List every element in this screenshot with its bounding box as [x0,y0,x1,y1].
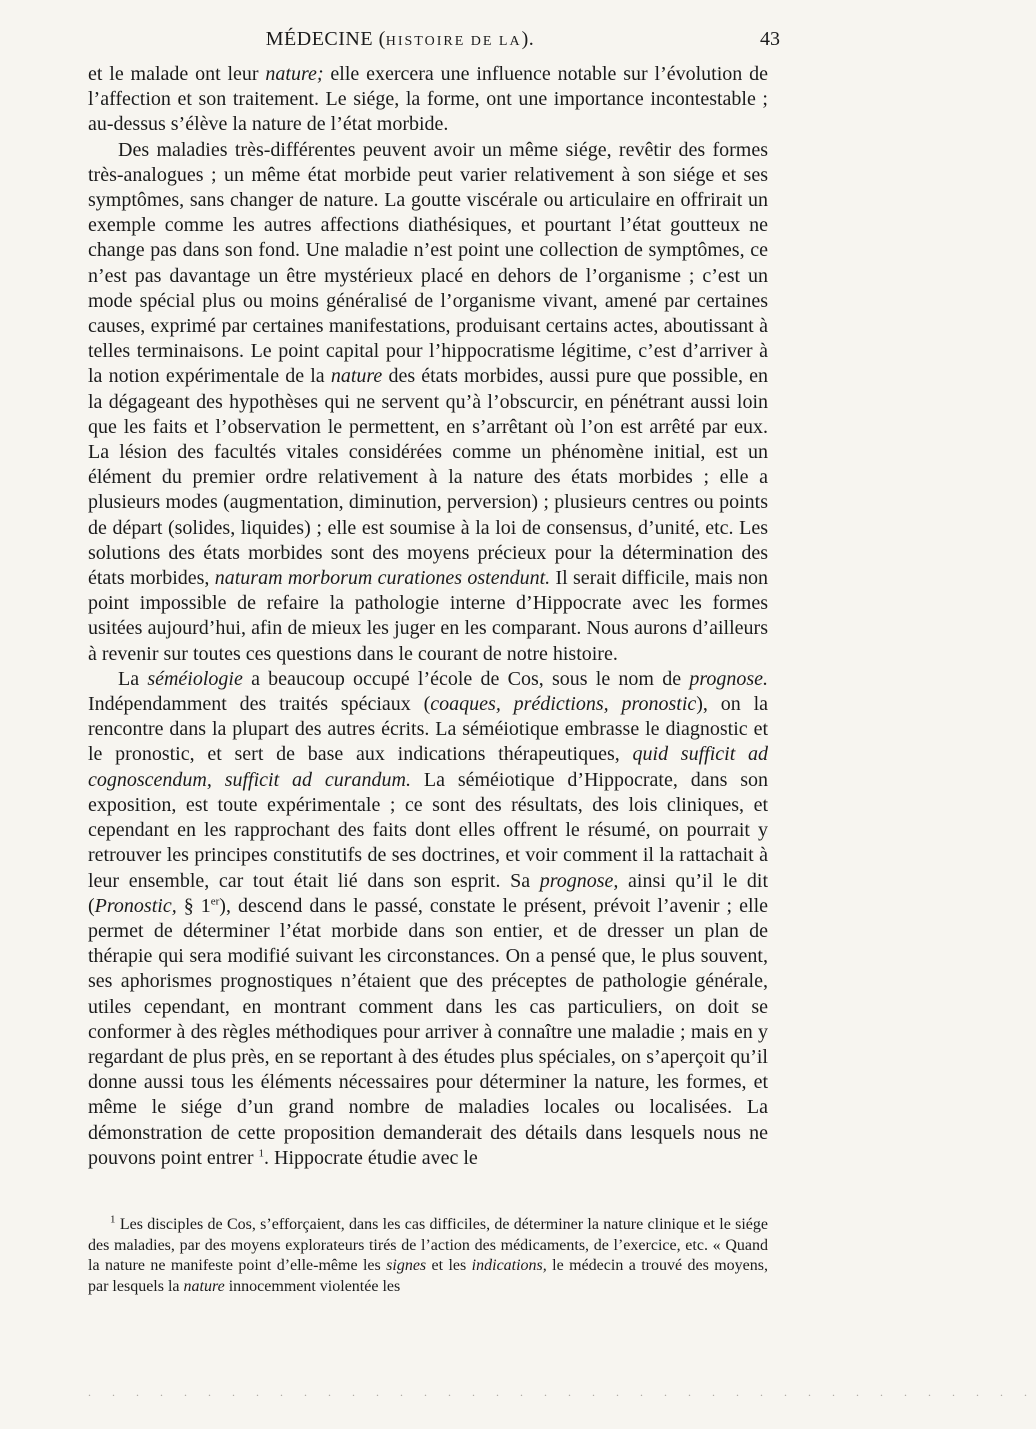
bottom-print-marks: . . . . . . . . . . . . . . . . . . . . . . . . . . . . . . . . . . . . . . . . [88,1385,1036,1399]
text-run: elle exercera une influence notable sur l’évolution de l’affection et son traitement. Le siége, la forme, ont une importance incontestable ; au-dessus s’élève la nature de l’état morbide. [88,63,769,136]
italic-text: nature [330,365,383,388]
page-number: 43 [760,28,780,50]
superscript: er [210,895,220,908]
text-run: La [118,667,148,690]
running-header [0,26,800,56]
italic-text: prognose, [539,869,619,892]
body-text [88,62,768,1171]
superscript: 1 [258,1147,265,1160]
italic-text: coaques, prédictions, pronostic [430,693,697,716]
italic-text: prognose. [689,667,769,690]
running-title-end: ). [521,28,535,50]
running-title [0,28,800,51]
text-run: La séméiotique d’Hippocrate, dans son exposition, est toute expérimentale ; ce sont des résultats, des lois cliniques, et cependant en les rapprochant des faits dont elles offrent le résumé, on pourrait y retrouver les principes constitutifs de ses doctrines, et voir comment il la rattachait à leur ensemble, car tout était lié dans son esprit. Sa [88,768,769,892]
italic-text: indications, [471,1257,547,1274]
italic-text: quid sufficit ad cognoscendum, sufficit ad curandum. [88,743,768,791]
superscript: 1 [110,1213,116,1226]
text-run: Indépendamment des traités spéciaux ( [88,693,431,716]
italic-text: Pronostic, [94,894,177,917]
running-title-smallcaps: HISTOIRE DE LA [385,34,522,49]
paragraph-1 [88,62,768,138]
text-run: le médecin a trouvé des moyens, par lesquels la [88,1257,769,1295]
paragraph-3 [88,667,768,1171]
paragraph-2 [88,138,768,667]
italic-text: nature; [265,63,324,85]
text-run: et les [426,1257,472,1274]
running-title-main: MÉDECINE ( [265,28,386,50]
footnotes [88,1215,768,1297]
text-run: ainsi qu’il le dit ( [88,869,768,917]
text-run: § 1 [176,894,211,917]
footnote-1 [88,1215,768,1297]
text-run: ), on la rencontre dans la plupart des autres écrits. La séméiotique embrasse le diagnostic et le pronostic, et sert de base aux indications thérapeutiques, [88,693,768,766]
text-run: Les disciples de Cos, s’efforçaient, dans les cas difficiles, de déterminer la nature clinique et le siége des maladies, par des moyens explorateurs tirés de l’action des médicaments, de l’exercice, etc. « Quand la nature ne manifeste point d’elle-même les [88,1216,768,1274]
text-run: a beaucoup occupé l’école de Cos, sous le nom de [242,667,690,690]
italic-text: naturam morborum curationes ostendunt. [214,567,551,590]
italic-text: séméiologie [147,667,243,690]
italic-text: nature [183,1277,225,1295]
text-run: et le malade ont leur [88,63,266,85]
text-run: . Hippocrate étudie avec le [264,1146,478,1169]
text-run: ), descend dans le passé, constate le présent, prévoit l’avenir ; elle permet de déterminer l’état morbide dans son entier, et de dresser un plan de thérapie qui sera modifié suivant les circonstances. On a pensé que, le plus souvent, ses aphorismes prognostiques n’étaient que des préceptes de pathologie générale, utiles cependant, en montrant comment dans les cas particuliers, on doit se conformer à des règles méthodiques pour arriver à connaître une maladie ; mais en y regardant de plus près, en se reportant à des études plus spéciales, on s’aperçoit qu’il donne aussi tous les éléments nécessaires pour déterminer la nature, les formes, et même le siége d’un grand nombre de maladies locales ou localisées. La démonstration de cette proposition demanderait des détails dans lesquels nous ne pouvons point entrer [88,894,768,1169]
italic-text: signes [386,1257,427,1274]
text-run: innocemment violentée les [224,1277,401,1295]
text-run: des états morbides, aussi pure que possible, en la dégageant des hypothèses qui ne servent qu’à l’obscurcir, en pénétrant aussi loin que les faits et l’observation le permettent, en s’arrêtant où l’on est arrêté par eux. La lésion des facultés vitales considérées comme un phénomène initial, est un élément du premier ordre relativement à la nature des états morbides ; elle a plusieurs modes (augmentation, diminution, perversion) ; plusieurs centres ou points de départ (solides, liquides) ; elle est soumise à la loi de consensus, d’unité, etc. Les solutions des états morbides sont des moyens précieux pour la détermination des états morbides, [88,365,769,590]
text-run: Il serait difficile, mais non point impossible de refaire la pathologie interne d’Hippocrate avec les formes usitées aujourd’hui, afin de mieux les juger en les comparant. Nous aurons d’ailleurs à revenir sur toutes ces questions dans le courant de notre histoire. [88,567,768,665]
text-run: Des maladies très-différentes peuvent avoir un même siége, revêtir des formes très-analogues ; un même état morbide peut varier relativement à son siége et ses symptômes, sans changer de nature. La goutte viscérale ou articulaire en offrirait un exemple comme les autres affections diathésiques, et pourtant l’état goutteux ne change pas dans son fond. Une maladie n’est point une collection de symptômes, ce n’est pas davantage un être mystérieux placé en dehors de l’organisme ; c’est un mode spécial plus ou moins généralisé de l’organisme vivant, amené par certaines causes, exprimé par certaines manifestations, produisant certains actes, aboutissant à telles terminaisons. Le point capital pour l’hippocratisme légitime, c’est d’arriver à la notion expérimentale de la [88,138,768,388]
